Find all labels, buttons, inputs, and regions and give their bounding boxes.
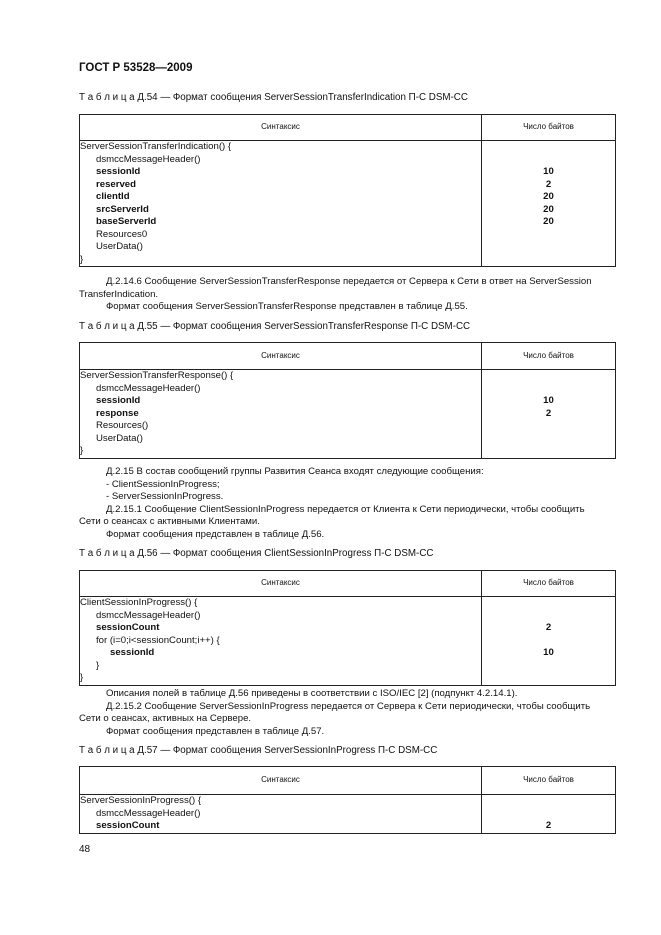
syntax-line: sessionId — [96, 166, 141, 177]
byte-count — [482, 154, 615, 167]
text-line: Д.2.15.2 Сообщение ServerSessionInProgress передается от Сервера к Сети периодически, чтобы сообщить — [106, 700, 591, 712]
syntax-line: response — [96, 407, 139, 419]
syntax-line: clientId — [96, 191, 130, 202]
byte-count — [482, 795, 615, 808]
table-d54 — [79, 114, 616, 267]
syntax-line: dsmccMessageHeader() — [96, 382, 201, 394]
byte-count — [482, 383, 615, 396]
text-line: Формат сообщения ServerSessionTransferResponse представлен в таблице Д.55. — [106, 301, 468, 312]
table-d56 — [79, 570, 616, 686]
syntax-line: sessionId — [110, 647, 155, 658]
syntax-line: sessionCount — [96, 820, 160, 831]
syntax-line: UserData() — [96, 432, 143, 444]
bytes-cell — [482, 370, 616, 459]
byte-count: 20 — [543, 191, 554, 202]
table-caption-d57: Т а б л и ц а Д.57 — Формат сообщения ServerSessionInProgress П-С DSM-CC — [79, 745, 438, 756]
syntax-cell — [80, 795, 482, 834]
syntax-line: } — [80, 445, 84, 456]
text-line: Д.2.14.6 Сообщение ServerSessionTransferResponse передается от Сервера к Сети в ответ на ServerSession — [106, 276, 592, 287]
byte-count — [482, 229, 615, 242]
bytes-cell — [482, 795, 616, 834]
text-line: Д.2.15 В состав сообщений группы Развития Сеанса входят следующие сообщения: — [106, 466, 484, 477]
text-line: Описания полей в таблице Д.56 приведены в соответствии с ISO/IEC [2] (подпункт 4.2.14.1). — [106, 688, 518, 699]
syntax-line: } — [80, 253, 84, 265]
syntax-cell — [80, 370, 482, 459]
byte-count — [482, 660, 615, 673]
syntax-line: sessionId — [96, 395, 141, 406]
column-header-syntax: Синтаксис — [80, 767, 482, 795]
byte-count — [482, 370, 615, 383]
syntax-line: sessionCount — [96, 622, 160, 633]
syntax-line: UserData() — [96, 241, 143, 252]
byte-count — [482, 445, 615, 458]
syntax-line: ServerSessionTransferResponse() { — [80, 370, 234, 381]
byte-count: 2 — [545, 622, 552, 633]
byte-count: 20 — [543, 203, 554, 215]
document-header: ГОСТ Р 53528—2009 — [79, 62, 193, 74]
byte-count — [482, 808, 615, 821]
byte-count: 2 — [545, 820, 552, 831]
syntax-line: baseServerId — [96, 216, 157, 227]
table-caption-d54: Т а б л и ц а Д.54 — Формат сообщения ServerSessionTransferIndication П-С DSM-CC — [79, 92, 468, 103]
table-d55 — [79, 342, 616, 459]
byte-count — [482, 254, 615, 267]
paragraph-d-2-14-6 — [79, 276, 615, 314]
byte-count — [482, 433, 615, 446]
syntax-line: srcServerId — [96, 203, 149, 215]
syntax-line: Resources0 — [96, 228, 148, 240]
syntax-line: ClientSessionInProgress() { — [80, 597, 198, 608]
column-header-bytes: Число байтов — [482, 767, 616, 795]
syntax-cell — [80, 597, 482, 686]
byte-count — [482, 420, 615, 433]
syntax-line: } — [96, 659, 100, 671]
bytes-cell — [482, 141, 616, 267]
byte-count — [482, 610, 615, 623]
text-line: - ClientSessionInProgress; — [106, 478, 220, 490]
byte-count: 10 — [543, 166, 554, 177]
bytes-cell — [482, 597, 616, 686]
column-header-bytes: Число байтов — [482, 115, 616, 141]
byte-count: 2 — [545, 407, 552, 419]
page-number: 48 — [79, 844, 91, 855]
byte-count — [482, 597, 615, 610]
byte-count: 10 — [543, 647, 554, 658]
text-line: Сети о сеансах, активных на Сервере. — [79, 713, 252, 724]
syntax-line: dsmccMessageHeader() — [96, 609, 201, 621]
syntax-line: Resources() — [96, 420, 149, 431]
byte-count — [482, 241, 615, 254]
text-line: - ServerSessionInProgress. — [106, 491, 224, 502]
column-header-syntax: Синтаксис — [80, 115, 482, 141]
byte-count — [482, 672, 615, 685]
text-line: Формат сообщения представлен в таблице Д.57. — [106, 725, 325, 737]
byte-count: 20 — [543, 216, 554, 227]
byte-count — [482, 141, 615, 154]
text-line: Д.2.15.1 Сообщение ClientSessionInProgress передается от Клиента к Сети периодически, чтобы сообщить — [106, 503, 585, 515]
table-caption-d56: Т а б л и ц а Д.56 — Формат сообщения ClientSessionInProgress П-С DSM-CC — [79, 548, 434, 559]
text-line: Сети о сеансах с активными Клиентами. — [79, 516, 260, 527]
syntax-line: reserved — [96, 178, 137, 190]
syntax-line: dsmccMessageHeader() — [96, 807, 201, 819]
column-header-bytes: Число байтов — [482, 571, 616, 597]
byte-count: 10 — [543, 395, 554, 406]
syntax-line: for (i=0;i<sessionCount;i++) { — [96, 634, 220, 646]
text-line: TransferIndication. — [79, 288, 159, 300]
column-header-syntax: Синтаксис — [80, 571, 482, 597]
byte-count — [482, 635, 615, 648]
byte-count: 2 — [545, 178, 552, 190]
column-header-syntax: Синтаксис — [80, 343, 482, 370]
paragraph-d-2-15 — [79, 466, 615, 541]
text-line: Формат сообщения представлен в таблице Д.56. — [106, 528, 325, 540]
syntax-line: ServerSessionTransferIndication() { — [80, 141, 232, 152]
table-caption-d55: Т а б л и ц а Д.55 — Формат сообщения ServerSessionTransferResponse П-С DSM-CC — [79, 321, 471, 332]
paragraph-d-2-15-2 — [79, 688, 615, 738]
column-header-bytes: Число байтов — [482, 343, 616, 370]
table-d57 — [79, 766, 616, 834]
syntax-line: dsmccMessageHeader() — [96, 153, 201, 165]
syntax-line: } — [80, 672, 84, 683]
syntax-line: ServerSessionInProgress() { — [80, 795, 202, 806]
syntax-cell — [80, 141, 482, 267]
